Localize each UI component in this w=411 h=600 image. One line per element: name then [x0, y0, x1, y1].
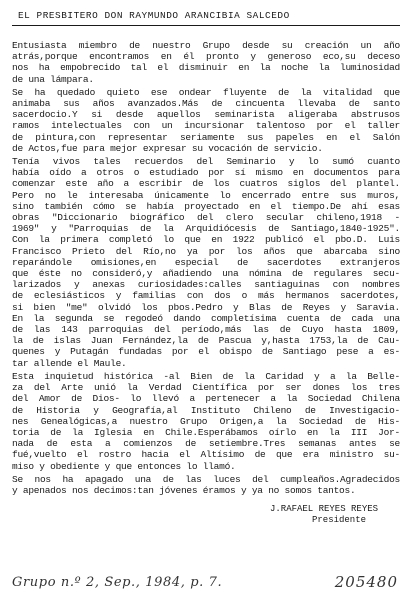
text-line: toria de la Iglesia en Chile.Esperábamos oírlo en la III Jor-	[12, 426, 400, 438]
text-line: za del Arte unió la Verdad Científica por ser dones los tres	[12, 382, 400, 394]
text-line: de eclesiásticos y familias con dos o más hermanos sacerdotes,	[12, 290, 400, 302]
paragraph	[12, 40, 401, 85]
text-line: En la segunda se regodeó dando completísima cuenta de cada una	[12, 312, 400, 324]
text-line: de Actos,fue para mejor expresar su vocación de servicio.	[12, 142, 323, 154]
text-line: quenes y Putagán fundadas por el obispo de Santiago pese a es-	[12, 346, 400, 358]
text-line: Esta inquietud histórica -al Bien de la Caridad y a la Belle-	[12, 370, 400, 382]
text-line: Tenía vivos tales recuerdos del Seminario y lo sumó cuanto	[12, 156, 400, 168]
text-line: ramos intelectuales con un incursionar talentoso por el taller	[12, 120, 400, 132]
text-line: animaba sus años avanzados.Más de cincuenta llevaba de santo	[12, 98, 400, 110]
handwritten-annotation	[12, 575, 402, 597]
text-line: atrás,porque encontramos en él pronto y generoso eco,su deceso	[12, 51, 400, 63]
text-line: sino también cómo se había proyectado en el tiempo.De ahí esas	[12, 200, 400, 212]
text-line: sacerdocio.Y si desde aquellos seminarista aligeraba abstrusos	[12, 109, 400, 121]
handwritten-catalog-number: 205480	[334, 573, 398, 591]
text-line: Francisco Prieto del Río,no ya por los años que abarcaba sino	[12, 245, 400, 257]
text-line: nada de esta a comienzos de setiembre.Tres semanas antes se	[12, 438, 400, 450]
paragraph	[12, 156, 401, 369]
text-line: nos ha empobrecido tal el disminuir en la noche la luminosidad	[12, 62, 400, 74]
text-line: de Historia y Geografía,al Instituto Chileno de Investigacio-	[12, 404, 400, 416]
signature-role: Presidente	[312, 515, 367, 526]
text-line: Pero no le interesaba únicamente lo encerrado entre sus muros,	[12, 189, 400, 201]
title-underline	[12, 25, 400, 26]
document-title: EL PRESBITERO DON RAYMUNDO ARANCIBIA SALCEDO	[18, 10, 290, 21]
text-line: larizados y anexas curiosidades:calles santiaguinas con nombres	[12, 279, 400, 291]
text-line: de pintura,con representar seriamente sus papeles en el Salón	[12, 131, 400, 143]
signature-name: J.RAFAEL REYES REYES	[270, 504, 379, 515]
text-line: de una lámpara.	[12, 73, 94, 85]
text-line: comenzar este año a escribir de los cuatros siglos del plantel.	[12, 178, 400, 190]
paragraph	[12, 371, 401, 472]
text-line: reparándole omisiones,en especial de sacerdotes extranjeros	[12, 256, 400, 268]
text-line: del Amor de Dios- lo llevó a pertenecer a la Sociedad Chilena	[12, 393, 400, 405]
text-line: que éste no consideró,y añadiendo una nómina de regulares secu-	[12, 268, 400, 280]
text-line: 1969" y "Parroquias de la Arquidiócesis de Santiago,1840-1925".	[12, 223, 400, 235]
paragraph	[12, 87, 401, 154]
text-line: obras "Diccionario biográfico del clero secular chileno,1918 -	[12, 212, 400, 224]
text-line: Se ha quedado quieto ese ondear fluyente de la vitalidad que	[12, 86, 400, 98]
text-line: Entusiasta miembro de nuestro Grupo desde su creación un año	[12, 40, 400, 51]
text-line: tar allende el Maule.	[12, 357, 127, 369]
text-line: Con la primera completó lo que en 1922 publicó el pbo.D. Luis	[12, 234, 400, 246]
text-line: la de islas Juan Fernández,la de Pascua y,hasta 1753,la de Cau-	[12, 335, 400, 347]
text-line: y apenados nos decimos:tan jóvenes éramos y ya no somos tantos.	[12, 484, 356, 496]
document-body	[12, 40, 401, 496]
text-line: nes Genealógicas,a nuestro Grupo Origen,a la Sociedad de His-	[12, 415, 400, 427]
paragraph	[12, 474, 401, 496]
text-line: Se nos ha apagado una de las luces del cumpleaños.Agradecidos	[12, 473, 400, 485]
text-line: fué,vuelto el rostro hacia el Altísimo de que era ministro su-	[12, 449, 400, 461]
text-line: si bien "me" olvidó los pbos.Pedro y Blas de Reyes y Saravia.	[12, 301, 400, 313]
text-line: de las 143 parroquias del período,más las de Cuyo hasta 1809,	[12, 324, 400, 336]
signature-block	[12, 504, 401, 526]
text-line: miso y obediente y que entonces lo llamó.	[12, 460, 236, 472]
text-line: había oído a otros o estudiado por sí mismo en documentos para	[12, 167, 400, 179]
handwritten-citation: Grupo n.º 2, Sep., 1984, p. 7.	[12, 575, 223, 590]
